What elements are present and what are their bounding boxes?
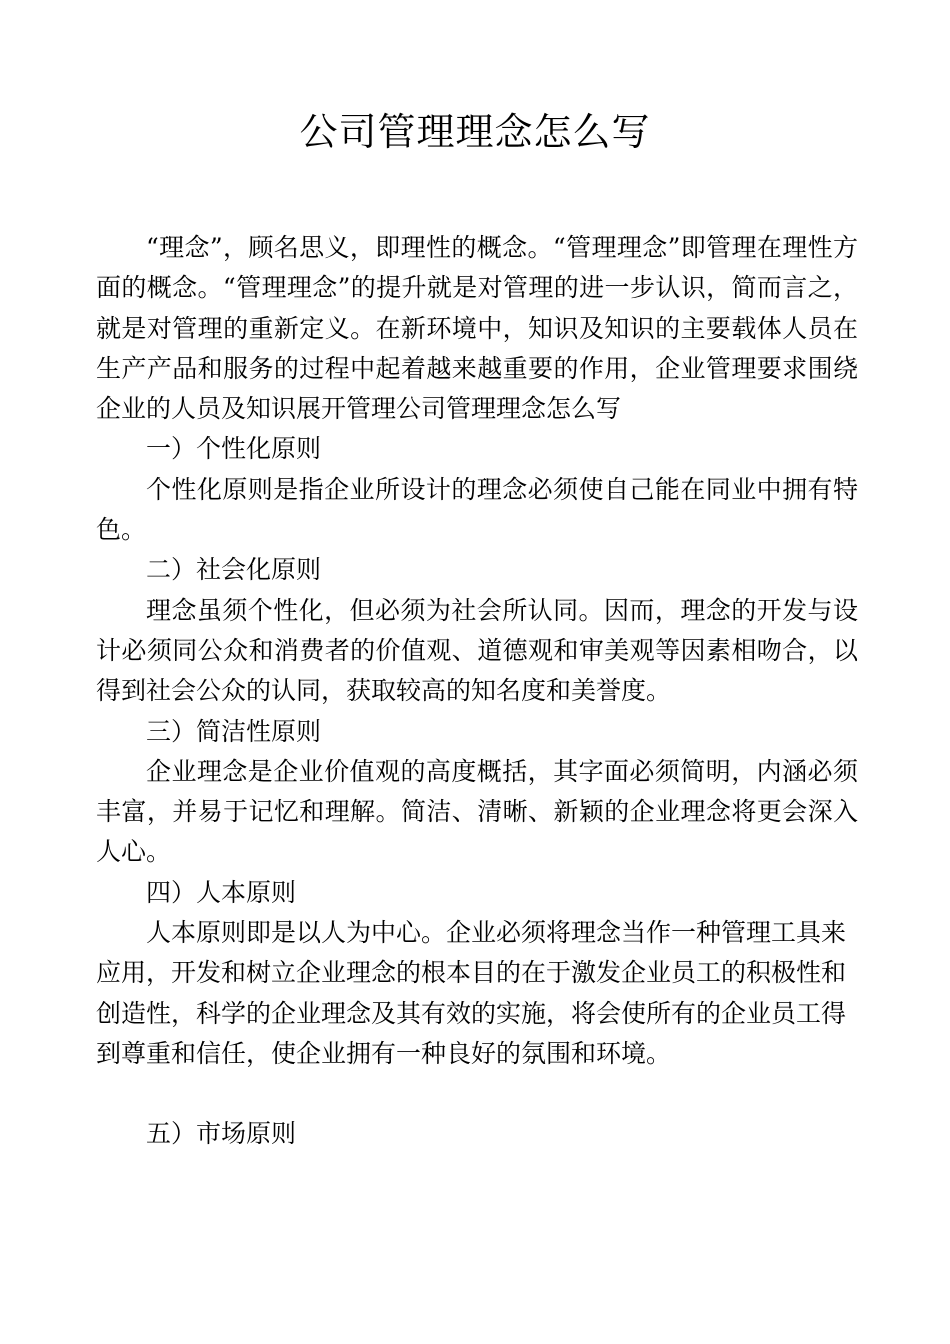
paragraph-socialization: 理念虽须个性化，但必须为社会所认同。因而，理念的开发与设计必须同公众和消费者的价值观、道德观和审美观等因素相吻合，以得到社会公众的认同，获取较高的知名度和美誉度。 bbox=[96, 595, 858, 706]
intro-paragraph: “理念”，顾名思义，即理性的概念。“管理理念”即管理在理性方面的概念。“管理理念”的提升就是对管理的进一步认识，简而言之，就是对管理的重新定义。在新环境中，知识及知识的主要载体人员在生产产品和服务的过程中起着越来越重要的作用，企业管理要求围绕企业的人员及知识展开管理公司管理理念怎么写 bbox=[96, 233, 858, 424]
section-heading-socialization: 二）社会化原则 bbox=[146, 555, 322, 585]
section-heading-market: 五）市场原则 bbox=[146, 1119, 297, 1149]
section-heading-simplicity: 三）简洁性原则 bbox=[146, 716, 322, 746]
document-title: 公司管理理念怎么写 bbox=[299, 110, 651, 154]
paragraph-individuality: 个性化原则是指企业所设计的理念必须使自己能在同业中拥有特色。 bbox=[96, 474, 858, 545]
document-body bbox=[96, 228, 858, 1155]
paragraph-spacer bbox=[96, 1074, 858, 1114]
section-heading-people-oriented: 四）人本原则 bbox=[146, 877, 297, 907]
paragraph-people-oriented: 人本原则即是以人为中心。企业必须将理念当作一种管理工具来应用，开发和树立企业理念的根本目的在于激发企业员工的积极性和创造性，科学的企业理念及其有效的实施，将会使所有的企业员工得到尊重和信任，使企业拥有一种良好的氛围和环境。 bbox=[96, 918, 847, 1068]
paragraph-simplicity: 企业理念是企业价值观的高度概括，其字面必须简明，内涵必须丰富，并易于记忆和理解。简洁、清晰、新颖的企业理念将更会深入人心。 bbox=[96, 756, 858, 867]
section-heading-individuality: 一）个性化原则 bbox=[146, 434, 322, 464]
